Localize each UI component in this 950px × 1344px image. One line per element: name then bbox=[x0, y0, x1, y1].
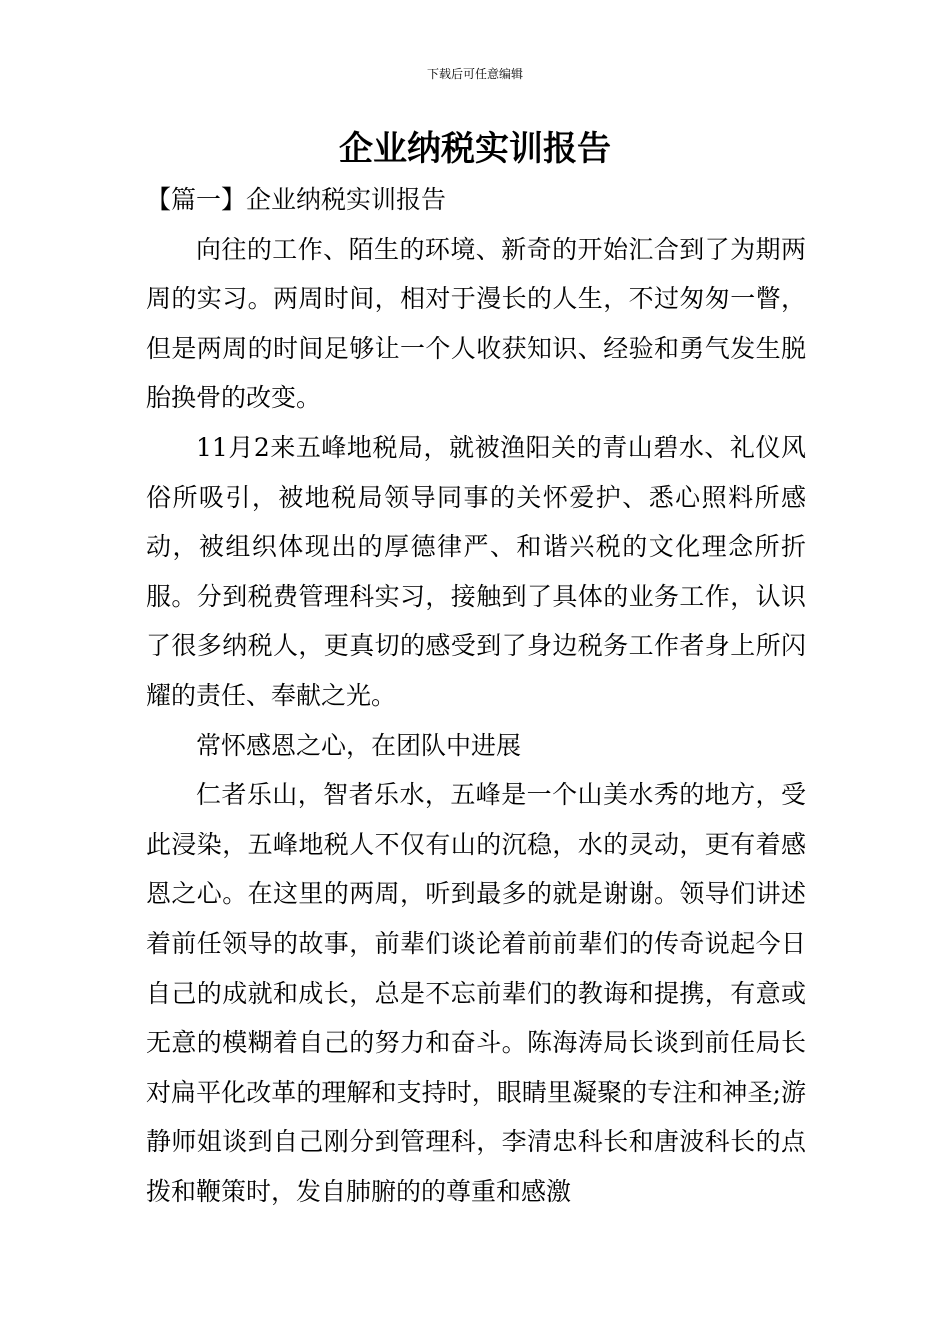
paragraph: 仁者乐山，智者乐水，五峰是一个山美水秀的地方，受此浸染，五峰地税人不仅有山的沉稳，水的灵动，更有着感恩之心。在这里的两周，听到最多的就是谢谢。领导们讲述着前任领导的故事，前辈们谈论着前前辈们的传奇说起今日自己的成就和成长，总是不忘前辈们的教诲和提携，有意或无意的模糊着自己的努力和奋斗。陈海涛局长谈到前任局长对扁平化改革的理解和支持时，眼睛里凝聚的专注和神圣;游静师姐谈到自己刚分到管理科，李清忠科长和唐波科长的点拨和鞭策时，发自肺腑的的尊重和感激 bbox=[146, 780, 806, 1206]
paragraph: 向往的工作、陌生的环境、新奇的开始汇合到了为期两周的实习。两周时间，相对于漫长的人生，不过匆匆一瞥，但是两周的时间足够让一个人收获知识、经验和勇气发生脱胎换骨的改变。 bbox=[146, 234, 806, 413]
page-header: 下载后可任意编辑 bbox=[426, 67, 523, 81]
paragraph: 11月2来五峰地税局，就被渔阳关的青山碧水、礼仪风俗所吸引，被地税局领导同事的关怀爱护、悉心照料所感动，被组织体现出的厚德律严、和谐兴税的文化理念所折服。分到税费管理科实习，接触到了具体的业务工作，认识了很多纳税人，更真切的感受到了身边税务工作者身上所闪耀的责任、奉献之光。 bbox=[146, 432, 806, 710]
section-heading: 【篇一】企业纳税实训报告 bbox=[146, 185, 447, 214]
document-title: 企业纳税实训报告 bbox=[339, 129, 611, 169]
document-body bbox=[146, 175, 806, 1216]
subheading: 常怀感恩之心，在团队中进展 bbox=[196, 730, 522, 760]
